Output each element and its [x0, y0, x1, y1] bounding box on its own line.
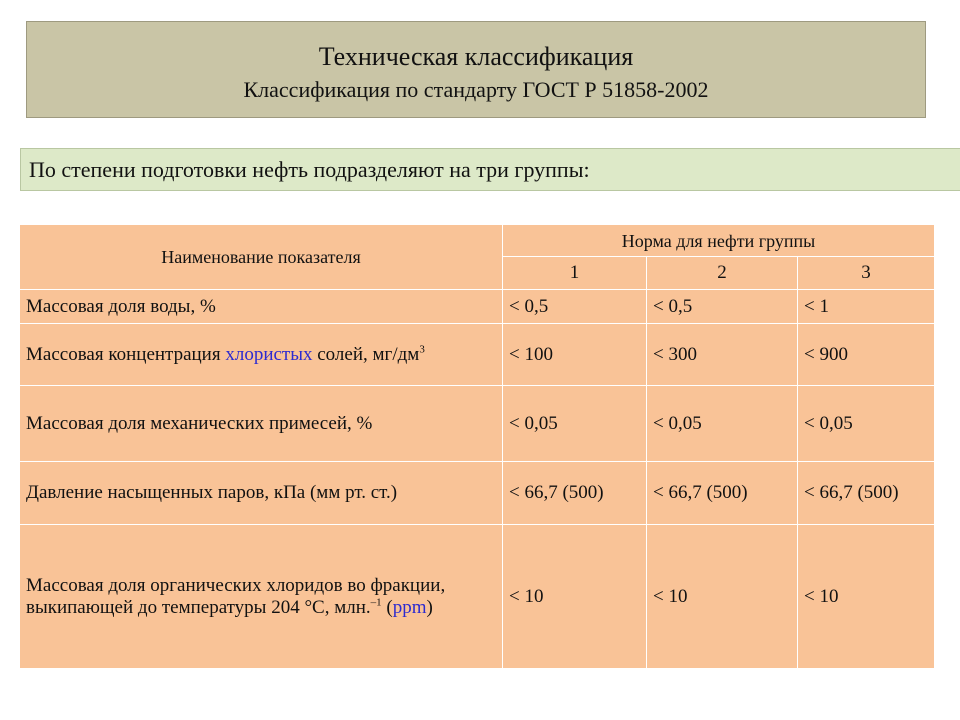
- norm-value-group-1: < 10: [503, 525, 647, 669]
- table-row: [20, 525, 935, 669]
- header-group-1: 1: [503, 257, 647, 290]
- norm-value-group-2: < 0,5: [647, 290, 798, 324]
- name-fragment: Массовая доля воды, %: [26, 295, 216, 317]
- name-superscript: –1: [370, 596, 382, 609]
- header-group-3: 3: [798, 257, 935, 290]
- indicator-name: [20, 462, 503, 525]
- name-fragment: ): [426, 596, 433, 618]
- name-fragment: Массовая концентрация: [26, 343, 226, 365]
- norm-value-group-3: < 900: [798, 324, 935, 386]
- header-norm: Норма для нефти группы: [503, 225, 935, 257]
- header-group-2: 2: [647, 257, 798, 290]
- table-row: [20, 462, 935, 525]
- indicator-name: [20, 290, 503, 324]
- norm-value-group-2: < 10: [647, 525, 798, 669]
- norm-value-group-2: < 300: [647, 324, 798, 386]
- title-panel: [26, 21, 926, 118]
- table-row: [20, 386, 935, 462]
- table-header-row: [20, 225, 935, 257]
- norm-value-group-2: < 66,7 (500): [647, 462, 798, 525]
- name-fragment: ppm: [392, 596, 427, 618]
- table-row: [20, 290, 935, 324]
- name-superscript: 3: [419, 343, 425, 356]
- norm-value-group-1: < 66,7 (500): [503, 462, 647, 525]
- intro-text: По степени подготовки нефть подразделяют на три группы:: [29, 157, 590, 182]
- name-fragment: солей, мг/дм: [312, 343, 420, 365]
- slide-subtitle: Классификация по стандарту ГОСТ Р 51858-2002: [243, 77, 709, 102]
- name-fragment: Массовая доля органических хлоридов во фракции, выкипающей до температуры 204 °С, млн.: [26, 574, 446, 618]
- norm-value-group-2: < 0,05: [647, 386, 798, 462]
- classification-table: [19, 224, 935, 669]
- header-indicator-name: Наименование показателя: [20, 225, 503, 290]
- norm-value-group-3: < 66,7 (500): [798, 462, 935, 525]
- norm-value-group-3: < 10: [798, 525, 935, 669]
- table-row: [20, 324, 935, 386]
- name-fragment: (: [381, 596, 393, 618]
- intro-panel: [20, 148, 960, 191]
- name-fragment: Массовая доля механических примесей, %: [26, 412, 373, 434]
- norm-value-group-1: < 0,05: [503, 386, 647, 462]
- indicator-name: [20, 386, 503, 462]
- name-fragment: Давление насыщенных паров, кПа (мм рт. ст.): [26, 482, 398, 503]
- norm-value-group-1: < 100: [503, 324, 647, 386]
- indicator-name: [20, 324, 503, 386]
- norm-value-group-3: < 0,05: [798, 386, 935, 462]
- norm-value-group-1: < 0,5: [503, 290, 647, 324]
- norm-value-group-3: < 1: [798, 290, 935, 324]
- name-fragment: хлористых: [225, 343, 313, 365]
- indicator-name: [20, 525, 503, 669]
- slide-title: Техническая классификация: [318, 42, 634, 71]
